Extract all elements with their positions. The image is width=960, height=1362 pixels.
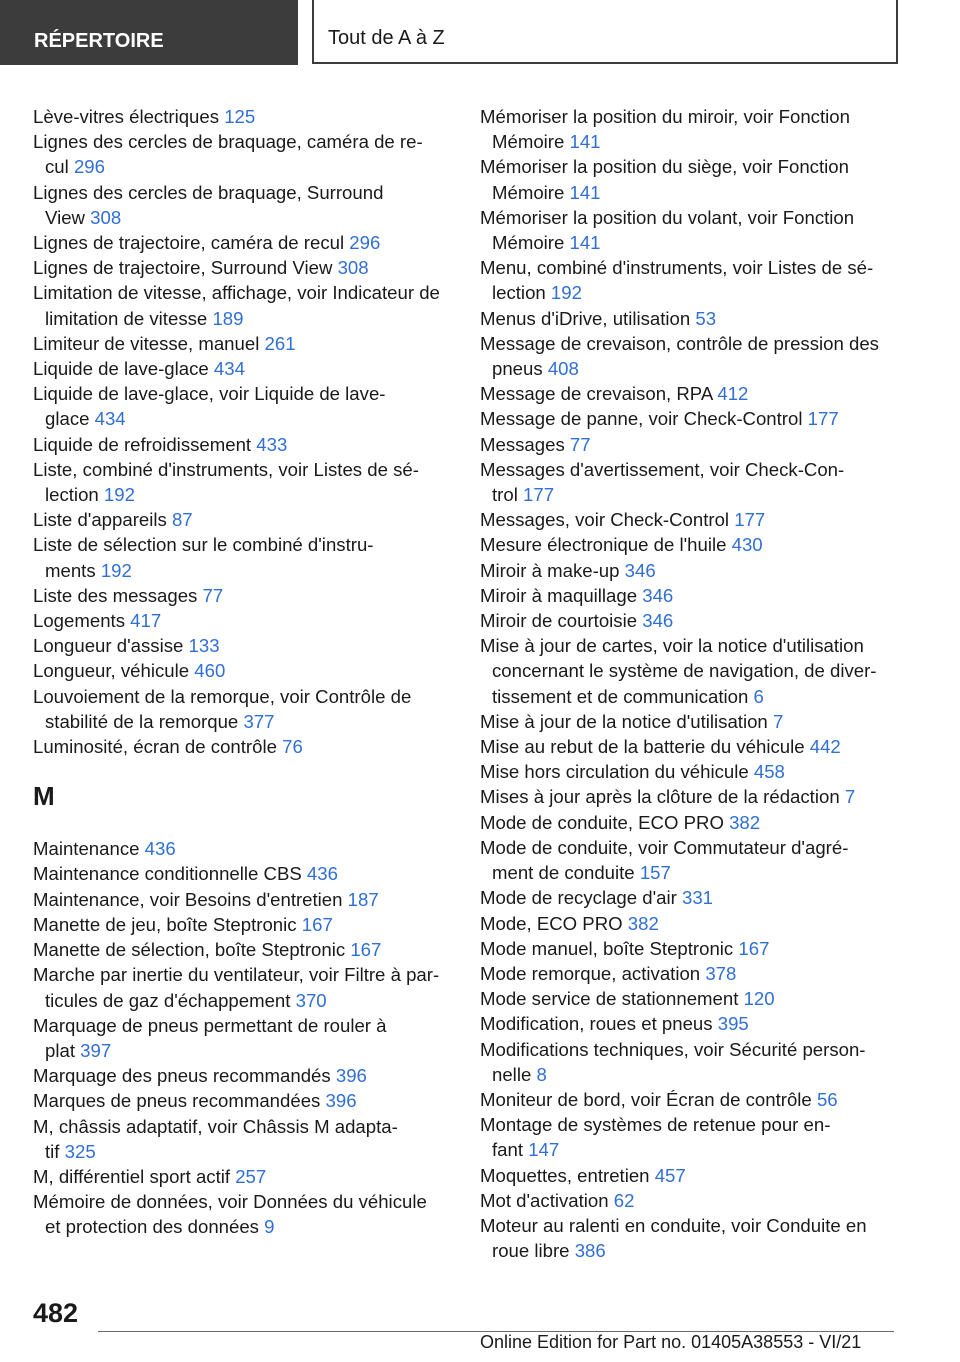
index-entry-text: Logements bbox=[33, 610, 125, 632]
index-entry bbox=[33, 836, 453, 861]
index-entry-text: M, châssis adaptatif, voir Châssis M adapta- bbox=[33, 1115, 398, 1137]
index-entry bbox=[33, 912, 453, 937]
page-link[interactable]: 396 bbox=[335, 1065, 367, 1087]
page-link[interactable]: 457 bbox=[654, 1164, 686, 1186]
index-entry bbox=[480, 457, 900, 507]
page-link[interactable]: 296 bbox=[349, 232, 381, 254]
index-entry-text: Mode de conduite, voir Commutateur d'agré- bbox=[480, 836, 849, 858]
page-link[interactable]: 8 bbox=[536, 1063, 547, 1085]
page-link[interactable]: 460 bbox=[194, 660, 226, 682]
index-entry-text: Liste de sélection sur le combiné d'instru- bbox=[33, 534, 374, 556]
index-entry-text: ments bbox=[45, 559, 96, 581]
index-entry bbox=[480, 1037, 900, 1087]
index-entry-text: Mise à jour de cartes, voir la notice d'utilisation bbox=[480, 635, 864, 657]
index-entry-text: Mode manuel, boîte Steptronic bbox=[480, 937, 734, 959]
index-entry-text: Modification, roues et pneus bbox=[480, 1013, 713, 1035]
index-column-left bbox=[33, 104, 453, 1240]
index-entry bbox=[33, 280, 453, 330]
index-entry-text: Miroir à make-up bbox=[480, 559, 620, 581]
index-entry-text: Messages d'avertissement, voir Check-Con- bbox=[480, 458, 845, 480]
index-entry bbox=[33, 1114, 453, 1164]
index-entry bbox=[33, 962, 453, 1012]
index-entry-text: Maintenance conditionnelle CBS bbox=[33, 863, 302, 885]
index-entry bbox=[480, 1112, 900, 1162]
index-entry-text: Mode remorque, activation bbox=[480, 962, 701, 984]
index-column-right bbox=[480, 104, 900, 1263]
index-entry bbox=[480, 633, 900, 709]
index-entry-text: Mémoire de données, voir Données du véhicule bbox=[33, 1191, 427, 1213]
index-entry-text: Marques de pneus recommandées bbox=[33, 1090, 321, 1112]
index-entry-text: View bbox=[45, 206, 85, 228]
index-entry-text: Montage de systèmes de retenue pour en- bbox=[480, 1114, 831, 1136]
page-link[interactable]: 430 bbox=[731, 534, 763, 556]
index-entry-text: ticules de gaz d'échappement bbox=[45, 989, 291, 1011]
index-entry-text: tissement et de communication bbox=[492, 685, 749, 707]
page-link[interactable]: 167 bbox=[301, 913, 333, 935]
index-entry-text: pneus bbox=[492, 358, 543, 380]
page-link[interactable]: 417 bbox=[130, 610, 162, 632]
subsection-tab[interactable] bbox=[312, 0, 898, 64]
page-link[interactable]: 120 bbox=[743, 988, 775, 1010]
index-entry bbox=[480, 154, 900, 204]
index-entry-text: Mémoire bbox=[492, 181, 565, 203]
page-link[interactable]: 76 bbox=[282, 736, 303, 758]
page-link[interactable]: 141 bbox=[569, 131, 601, 153]
page-link[interactable]: 157 bbox=[639, 862, 671, 884]
page-link[interactable]: 177 bbox=[734, 509, 766, 531]
index-entry-text: Message de crevaison, contrôle de pression des bbox=[480, 332, 879, 354]
page-link[interactable]: 408 bbox=[547, 358, 579, 380]
page-link[interactable]: 346 bbox=[624, 559, 656, 581]
index-entry bbox=[480, 1188, 900, 1213]
page-link[interactable]: 308 bbox=[90, 206, 122, 228]
index-entry-text: Lignes des cercles de braquage, Surround bbox=[33, 181, 384, 203]
index-entry-text: Moteur au ralenti en conduite, voir Conduite en bbox=[480, 1214, 867, 1236]
index-entry-text: Luminosité, écran de contrôle bbox=[33, 736, 277, 758]
page-link[interactable]: 434 bbox=[213, 358, 245, 380]
index-entry-text: Mise à jour de la notice d'utilisation bbox=[480, 710, 768, 732]
index-entry-text: Limitation de vitesse, affichage, voir Indicateur de bbox=[33, 282, 440, 304]
page-link[interactable]: 325 bbox=[64, 1140, 96, 1162]
page-link[interactable]: 386 bbox=[574, 1240, 606, 1262]
index-entry-text: Mise hors circulation du véhicule bbox=[480, 761, 749, 783]
page-link[interactable]: 257 bbox=[235, 1165, 267, 1187]
page-link[interactable]: 346 bbox=[642, 584, 674, 606]
page-link[interactable]: 192 bbox=[103, 484, 135, 506]
index-entry-text: Messages bbox=[480, 433, 565, 455]
page-link[interactable]: 331 bbox=[682, 887, 714, 909]
index-entry-text: Liste des messages bbox=[33, 584, 198, 606]
index-entry bbox=[480, 331, 900, 381]
page-link[interactable]: 87 bbox=[171, 509, 193, 531]
index-entry-text: M, différentiel sport actif bbox=[33, 1165, 231, 1187]
index-letter-heading: M bbox=[33, 781, 55, 812]
index-entry-text: Mode, ECO PRO bbox=[480, 912, 623, 934]
index-entry bbox=[33, 230, 453, 255]
index-entry bbox=[480, 255, 900, 305]
page-link[interactable]: 346 bbox=[642, 610, 674, 632]
page-link[interactable]: 378 bbox=[705, 962, 737, 984]
page-link[interactable]: 192 bbox=[550, 282, 582, 304]
page-link[interactable]: 382 bbox=[627, 912, 659, 934]
index-entry-text: Marche par inertie du ventilateur, voir Filtre à par- bbox=[33, 964, 440, 986]
index-entry-text: Mémoriser la position du siège, voir Fonction bbox=[480, 156, 849, 178]
index-entry-text: Mémoire bbox=[492, 131, 565, 153]
index-entry-text: Lève-vitres électriques bbox=[33, 106, 220, 127]
page-link[interactable]: 77 bbox=[202, 584, 224, 606]
index-entry bbox=[33, 1189, 453, 1239]
index-entry-text: Manette de jeu, boîte Steptronic bbox=[33, 913, 297, 935]
index-entry bbox=[33, 356, 453, 381]
index-entry bbox=[480, 759, 900, 784]
page-link[interactable]: 192 bbox=[100, 559, 132, 581]
page-link[interactable]: 62 bbox=[613, 1189, 635, 1211]
page-link[interactable]: 53 bbox=[695, 307, 717, 329]
index-entry bbox=[33, 684, 453, 734]
index-entry-text: Longueur d'assise bbox=[33, 635, 184, 657]
page-link[interactable]: 436 bbox=[144, 838, 176, 860]
index-entry bbox=[33, 381, 453, 431]
index-entry bbox=[480, 961, 900, 986]
index-entry-text: Liquide de lave-glace, voir Liquide de lave- bbox=[33, 383, 386, 405]
index-entry bbox=[480, 1011, 900, 1036]
index-entry-text: stabilité de la remorque bbox=[45, 710, 239, 732]
index-entry bbox=[480, 532, 900, 557]
index-entry bbox=[33, 532, 453, 582]
index-entry bbox=[33, 1088, 453, 1113]
index-entry bbox=[33, 1013, 453, 1063]
index-entry-text: nelle bbox=[492, 1063, 532, 1085]
index-entry bbox=[480, 1213, 900, 1263]
index-entry-text: Moquettes, entretien bbox=[480, 1164, 650, 1186]
index-entry-text: Liste d'appareils bbox=[33, 509, 167, 531]
index-entry bbox=[480, 104, 900, 154]
page-link[interactable]: 133 bbox=[188, 635, 220, 657]
page-link[interactable]: 167 bbox=[350, 939, 382, 961]
index-entry bbox=[480, 911, 900, 936]
index-entry-text: ment de conduite bbox=[492, 862, 635, 884]
page-link[interactable]: 396 bbox=[325, 1090, 357, 1112]
index-entry bbox=[480, 835, 900, 885]
index-entry-text: Miroir de courtoisie bbox=[480, 610, 638, 632]
page-link[interactable]: 6 bbox=[753, 685, 764, 707]
index-entry-text: limitation de vitesse bbox=[45, 307, 208, 329]
index-entry-text: Lignes de trajectoire, caméra de recul bbox=[33, 232, 345, 254]
index-entry bbox=[480, 1163, 900, 1188]
index-entry bbox=[33, 432, 453, 457]
index-entry-text: Messages, voir Check-Control bbox=[480, 509, 730, 531]
index-entry bbox=[480, 432, 900, 457]
index-entry-text: tif bbox=[45, 1140, 60, 1162]
index-entry bbox=[33, 658, 453, 683]
index-entry bbox=[33, 1063, 453, 1088]
page-link[interactable]: 395 bbox=[717, 1013, 749, 1035]
index-entry-text: Lignes de trajectoire, Surround View bbox=[33, 257, 333, 279]
index-entry bbox=[33, 129, 453, 179]
index-entry-text: Mémoriser la position du miroir, voir Fonction bbox=[480, 106, 850, 127]
index-entry bbox=[33, 457, 453, 507]
page-link[interactable]: 382 bbox=[729, 811, 761, 833]
index-entry-text: Liquide de refroidissement bbox=[33, 433, 252, 455]
index-entry bbox=[480, 709, 900, 734]
index-entry bbox=[480, 885, 900, 910]
index-entry-text: Manette de sélection, boîte Steptronic bbox=[33, 939, 346, 961]
index-entry bbox=[480, 381, 900, 406]
index-entry bbox=[480, 608, 900, 633]
index-entry-text: trol bbox=[492, 484, 518, 506]
index-entry bbox=[33, 937, 453, 962]
page-link[interactable]: 141 bbox=[569, 232, 601, 254]
index-entry-text: Liquide de lave-glace bbox=[33, 358, 209, 380]
page-link[interactable]: 9 bbox=[264, 1216, 275, 1238]
index-entry-text: Longueur, véhicule bbox=[33, 660, 190, 682]
index-entry bbox=[480, 986, 900, 1011]
index-entry bbox=[33, 633, 453, 658]
page-number: 482 bbox=[33, 1298, 79, 1328]
index-entry bbox=[33, 180, 453, 230]
index-entry-text: Modifications techniques, voir Sécurité person- bbox=[480, 1038, 866, 1060]
index-entry-text: Mise au rebut de la batterie du véhicule bbox=[480, 736, 805, 758]
index-entry-text: Limiteur de vitesse, manuel bbox=[33, 332, 260, 354]
index-entry-text: Mesure électronique de l'huile bbox=[480, 534, 727, 556]
index-entry-text: Moniteur de bord, voir Écran de contrôle bbox=[480, 1088, 812, 1110]
page-link[interactable]: 167 bbox=[738, 937, 770, 959]
page-link[interactable]: 308 bbox=[337, 257, 369, 279]
index-entry bbox=[33, 255, 453, 280]
index-entry bbox=[480, 507, 900, 532]
page-link[interactable]: 141 bbox=[569, 181, 601, 203]
index-entry-text: Lignes des cercles de braquage, caméra de re- bbox=[33, 131, 423, 153]
index-entry bbox=[480, 936, 900, 961]
page-link[interactable]: 296 bbox=[73, 156, 105, 178]
index-entry bbox=[480, 583, 900, 608]
index-entry bbox=[33, 507, 453, 532]
index-entry-text: Mode service de stationnement bbox=[480, 988, 739, 1010]
index-entry-text: Miroir à maquillage bbox=[480, 584, 638, 606]
index-entry bbox=[480, 784, 900, 809]
page-link[interactable]: 377 bbox=[243, 710, 275, 732]
index-entry-text: Mémoriser la position du volant, voir Fonction bbox=[480, 206, 855, 228]
index-entry-text: glace bbox=[45, 408, 90, 430]
index-entry bbox=[33, 331, 453, 356]
index-entry-text: roue libre bbox=[492, 1240, 570, 1262]
index-entry-text: et protection des données bbox=[45, 1216, 259, 1238]
index-entry-text: Message de panne, voir Check-Control bbox=[480, 408, 803, 430]
index-entry-text: concernant le système de navigation, de diver- bbox=[492, 660, 877, 682]
page-link[interactable]: 56 bbox=[816, 1088, 838, 1110]
index-entry-text: Mémoire bbox=[492, 232, 565, 254]
page-link[interactable]: 177 bbox=[523, 484, 555, 506]
page-link[interactable]: 442 bbox=[809, 736, 841, 758]
index-entry bbox=[480, 406, 900, 431]
page-link[interactable]: 7 bbox=[772, 710, 784, 732]
page-link[interactable]: 433 bbox=[256, 433, 288, 455]
index-entry-text: Marquage des pneus recommandés bbox=[33, 1065, 331, 1087]
page-link[interactable]: 189 bbox=[212, 307, 244, 329]
index-entry-text: Mode de conduite, ECO PRO bbox=[480, 811, 724, 833]
index-entry-text: Mot d'activation bbox=[480, 1189, 609, 1211]
page-link[interactable]: 147 bbox=[528, 1139, 560, 1161]
index-entry-text: Message de crevaison, RPA bbox=[480, 383, 713, 405]
index-entry-text: Menu, combiné d'instruments, voir Listes de sé- bbox=[480, 257, 874, 279]
page-link[interactable]: 177 bbox=[807, 408, 839, 430]
index-entry-text: plat bbox=[45, 1039, 75, 1061]
index-entry-text: fant bbox=[492, 1139, 524, 1161]
index-entry bbox=[33, 734, 453, 759]
index-entry-text: Liste, combiné d'instruments, voir Listes de sé- bbox=[33, 458, 419, 480]
index-entry bbox=[480, 810, 900, 835]
index-entry-text: cul bbox=[45, 156, 69, 178]
index-entry-text: lection bbox=[45, 484, 99, 506]
index-entry bbox=[480, 306, 900, 331]
page-link[interactable]: 187 bbox=[347, 888, 379, 910]
index-entry bbox=[33, 104, 453, 129]
subsection-label: Tout de A à Z bbox=[328, 27, 445, 49]
page-link[interactable]: 125 bbox=[224, 106, 256, 127]
page-link[interactable]: 7 bbox=[844, 786, 856, 808]
index-entry-text: Menus d'iDrive, utilisation bbox=[480, 307, 691, 329]
index-entry bbox=[480, 734, 900, 759]
index-entry-text: Mode de recyclage d'air bbox=[480, 887, 677, 909]
index-entry bbox=[33, 583, 453, 608]
index-entry bbox=[480, 205, 900, 255]
page-link[interactable]: 412 bbox=[717, 383, 749, 405]
index-entry bbox=[33, 608, 453, 633]
index-entry-text: Maintenance, voir Besoins d'entretien bbox=[33, 888, 343, 910]
section-tab[interactable]: RÉPERTOIRE bbox=[0, 0, 298, 65]
index-entry-text: Mises à jour après la clôture de la rédaction bbox=[480, 786, 840, 808]
index-entry bbox=[33, 887, 453, 912]
index-entry bbox=[480, 1087, 900, 1112]
index-entry-text: lection bbox=[492, 282, 546, 304]
page-link[interactable]: 458 bbox=[753, 761, 785, 783]
index-entry-text: Marquage de pneus permettant de rouler à bbox=[33, 1014, 387, 1036]
index-entry bbox=[33, 1164, 453, 1189]
page-link[interactable]: 397 bbox=[80, 1039, 112, 1061]
edition-info: Online Edition for Part no. 01405A38553 - VI/21 bbox=[480, 1332, 862, 1352]
index-entry bbox=[480, 558, 900, 583]
index-entry bbox=[33, 861, 453, 886]
page-link[interactable]: 370 bbox=[295, 989, 327, 1011]
page-link[interactable]: 261 bbox=[264, 332, 296, 354]
page-link[interactable]: 434 bbox=[94, 408, 126, 430]
index-entry-text: Maintenance bbox=[33, 838, 140, 860]
page-link[interactable]: 436 bbox=[306, 863, 338, 885]
page-link[interactable]: 77 bbox=[569, 433, 591, 455]
index-entry-text: Louvoiement de la remorque, voir Contrôle de bbox=[33, 685, 412, 707]
